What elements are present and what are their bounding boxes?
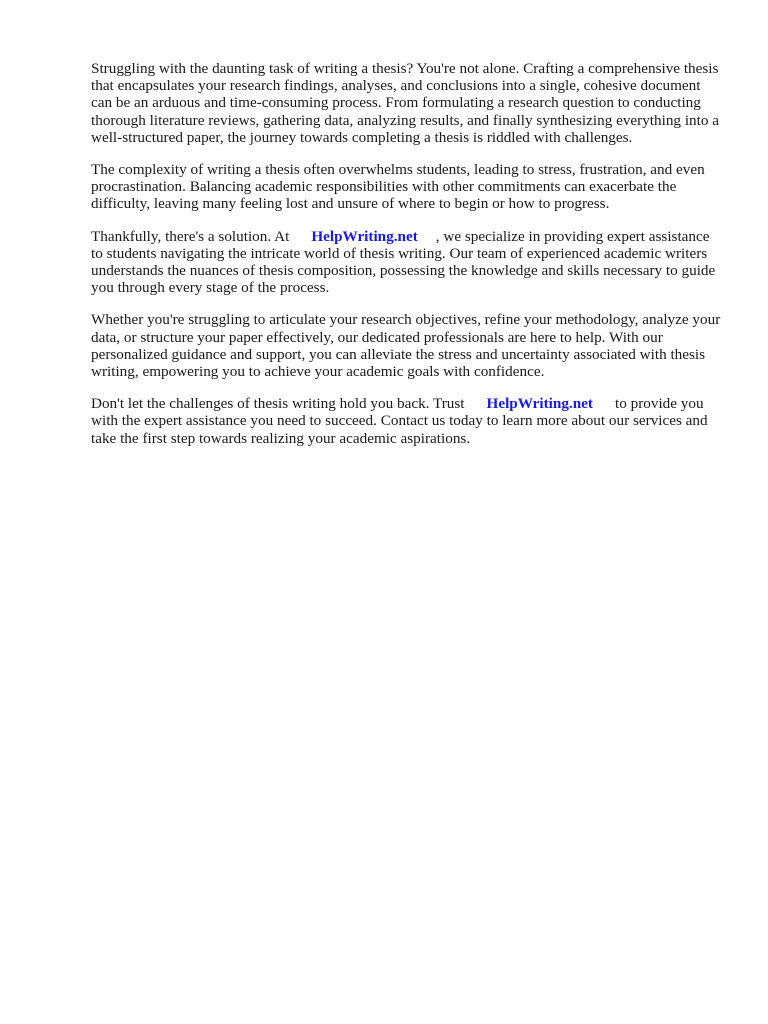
paragraph-intro: Struggling with the daunting task of writing a thesis? You're not alone. Crafting a comprehensive thesis that encapsulates your research findings, analyses, and conclusions into a single, cohesive document can be an arduous and time-consuming process. From formulating a research question to conducting thorough literature reviews, gathering data, analyzing results, and finally synthesizing everything into a well-structured paper, the journey towards completing a thesis is riddled with challenges. — [91, 60, 719, 146]
document-page — [91, 60, 723, 462]
paragraph-solution-lead: Thankfully, there's a solution. At — [91, 227, 290, 245]
paragraph-complexity: The complexity of writing a thesis often overwhelms students, leading to stress, frustration, and even procrastination. Balancing academic responsibilities with other commitments can exacerbate the difficulty, leaving many feeling lost and unsure of where to begin or how to progress. — [91, 161, 705, 213]
paragraph-call-to-action — [91, 395, 723, 447]
helpwriting-link[interactable]: HelpWriting.net — [311, 227, 418, 245]
paragraph-support: Whether you're struggling to articulate your research objectives, refine your methodology, analyze your data, or structure your paper effectively, our dedicated professionals are here to help. With our personalized guidance and support, you can alleviate the stress and uncertainty associated with thesis writing, empowering you to achieve your academic goals with confidence. — [91, 311, 721, 381]
paragraph-solution-rest: , we specialize in providing expert assistance to students navigating the intricate world of thesis writing. Our team of experienced academic writers understands the nuances of thesis composition, possessing the knowledge and skills necessary to guide you through every stage of the process. — [91, 227, 716, 297]
paragraph-cta-rest: to provide you with the expert assistance you need to succeed. Contact us today to learn more about our services and take the first step towards realizing your academic aspirations. — [91, 395, 708, 447]
paragraph-solution — [91, 228, 723, 297]
helpwriting-link-cta[interactable]: HelpWriting.net — [486, 395, 593, 413]
paragraph-cta-lead: Don't let the challenges of thesis writing hold you back. Trust — [91, 395, 465, 413]
